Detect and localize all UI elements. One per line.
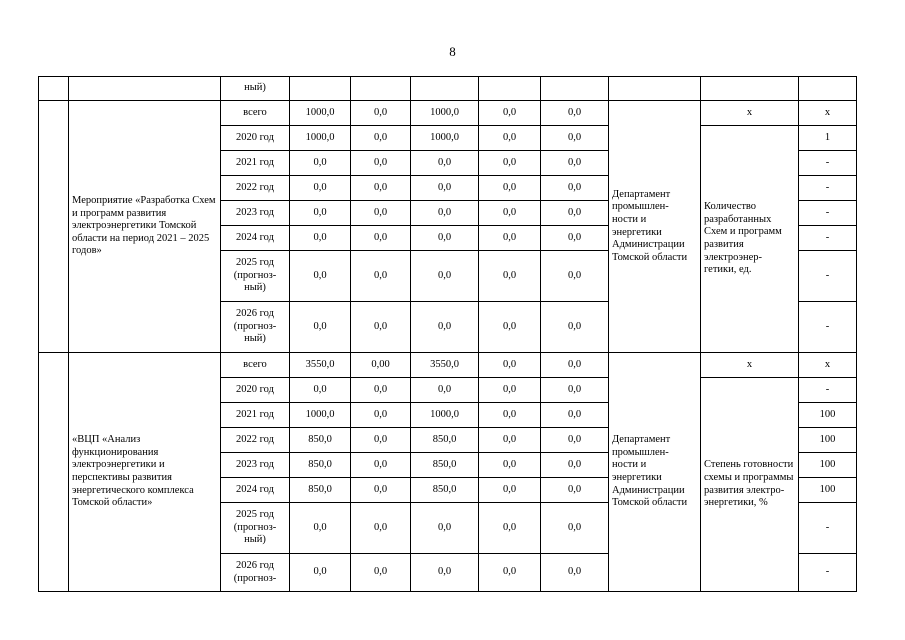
value-cell: 1000,0 xyxy=(411,101,479,126)
value-cell: 1000,0 xyxy=(411,126,479,151)
value-cell: 0,0 xyxy=(541,503,609,554)
value-cell: 0,0 xyxy=(541,302,609,353)
value-cell: 0,0 xyxy=(479,302,541,353)
value-cell: 0,00 xyxy=(351,353,411,378)
budget-table xyxy=(38,76,857,592)
value-cell: 3550,0 xyxy=(290,353,351,378)
value-cell: 0,0 xyxy=(351,378,411,403)
value-cell: 0,0 xyxy=(351,251,411,302)
value-cell: 0,0 xyxy=(411,378,479,403)
value-cell: 0,0 xyxy=(290,503,351,554)
value-cell: 0,0 xyxy=(479,378,541,403)
name-cell xyxy=(69,77,221,101)
indicator-value-cell: - xyxy=(799,302,857,353)
value-cell: 0,0 xyxy=(479,353,541,378)
value-cell: 0,0 xyxy=(479,226,541,251)
value-cell: 0,0 xyxy=(411,151,479,176)
value-cell: 1000,0 xyxy=(411,403,479,428)
value-cell: 0,0 xyxy=(479,503,541,554)
value-cell: 0,0 xyxy=(479,554,541,592)
period-cell: ный) xyxy=(221,77,290,101)
value-cell: 3550,0 xyxy=(411,353,479,378)
period-cell: 2022 год xyxy=(221,428,290,453)
value-cell: 0,0 xyxy=(411,554,479,592)
indicator-value-cell: - xyxy=(799,503,857,554)
indicator-value-cell: - xyxy=(799,251,857,302)
value-cell: 0,0 xyxy=(351,151,411,176)
indicator-value-cell: 1 xyxy=(799,126,857,151)
value-cell: 0,0 xyxy=(290,201,351,226)
number-cell xyxy=(39,101,69,353)
period-cell: 2026 год (прогноз- ный) xyxy=(221,302,290,353)
value-cell: 1000,0 xyxy=(290,126,351,151)
activity-name: «ВЦП «Анализ функционирования электроэнергетики и перспективы развития энергетического комплекса Томской области» xyxy=(69,353,221,592)
value-cell: 0,0 xyxy=(290,378,351,403)
value-cell: 1000,0 xyxy=(290,101,351,126)
indicator-value-cell: - xyxy=(799,378,857,403)
activity-name: Мероприятие «Разработка Схем и программ развития электроэнергетики Томской области на период 2021 – 2025 годов» xyxy=(69,101,221,353)
number-cell xyxy=(39,77,69,101)
period-cell: 2026 год (прогноз- xyxy=(221,554,290,592)
value-cell: 0,0 xyxy=(290,151,351,176)
value-cell: 0,0 xyxy=(351,428,411,453)
indicator-value-cell: - xyxy=(799,201,857,226)
value-cell: 0,0 xyxy=(541,126,609,151)
page-number: 8 xyxy=(449,44,456,59)
indicator-value-cell: х xyxy=(799,101,857,126)
period-cell: 2021 год xyxy=(221,403,290,428)
value-cell: 0,0 xyxy=(541,226,609,251)
value-cell: 850,0 xyxy=(411,428,479,453)
indicator-name-cell: Количество разработанных Схем и программ развития электроэнер- гетики, ед. xyxy=(701,126,799,353)
value-cell: 850,0 xyxy=(290,453,351,478)
period-cell: 2021 год xyxy=(221,151,290,176)
value-cell: 0,0 xyxy=(411,226,479,251)
value-cell xyxy=(411,77,479,101)
value-cell: 0,0 xyxy=(290,251,351,302)
indicator-value-cell: 100 xyxy=(799,478,857,503)
value-cell: 0,0 xyxy=(351,226,411,251)
value-cell: 0,0 xyxy=(479,126,541,151)
value-cell: 0,0 xyxy=(541,554,609,592)
value-cell: 0,0 xyxy=(541,428,609,453)
period-cell: 2020 год xyxy=(221,126,290,151)
value-cell: 0,0 xyxy=(290,226,351,251)
indicator-value-cell: - xyxy=(799,226,857,251)
indicator-name-cell: Степень готовности схемы и программы развития электро- энергетики, % xyxy=(701,378,799,592)
indicator-value-cell xyxy=(799,77,857,101)
value-cell: 0,0 xyxy=(479,478,541,503)
value-cell: 0,0 xyxy=(479,176,541,201)
indicator-name-cell: х xyxy=(701,353,799,378)
value-cell: 0,0 xyxy=(411,201,479,226)
value-cell: 0,0 xyxy=(290,176,351,201)
value-cell: 850,0 xyxy=(290,428,351,453)
value-cell: 0,0 xyxy=(541,101,609,126)
indicator-value-cell: х xyxy=(799,353,857,378)
value-cell: 1000,0 xyxy=(290,403,351,428)
period-cell: 2023 год xyxy=(221,453,290,478)
period-cell: 2025 год (прогноз- ный) xyxy=(221,251,290,302)
value-cell: 0,0 xyxy=(411,251,479,302)
value-cell: 0,0 xyxy=(351,201,411,226)
value-cell: 0,0 xyxy=(541,251,609,302)
value-cell: 0,0 xyxy=(351,403,411,428)
value-cell: 0,0 xyxy=(351,302,411,353)
indicator-name-cell xyxy=(701,77,799,101)
value-cell: 850,0 xyxy=(411,453,479,478)
value-cell xyxy=(479,77,541,101)
value-cell: 0,0 xyxy=(351,126,411,151)
responsible-cell: Департамент промышлен- ности и энергетики Администрации Томской области xyxy=(609,353,701,592)
value-cell: 0,0 xyxy=(411,503,479,554)
period-cell: 2025 год (прогноз- ный) xyxy=(221,503,290,554)
indicator-value-cell: - xyxy=(799,554,857,592)
value-cell: 0,0 xyxy=(541,378,609,403)
value-cell: 0,0 xyxy=(351,101,411,126)
value-cell: 0,0 xyxy=(541,151,609,176)
value-cell: 0,0 xyxy=(479,101,541,126)
value-cell: 850,0 xyxy=(411,478,479,503)
value-cell: 0,0 xyxy=(541,353,609,378)
table-row xyxy=(39,101,857,126)
value-cell: 0,0 xyxy=(541,403,609,428)
period-cell: 2020 год xyxy=(221,378,290,403)
responsible-cell: Департамент промышлен- ности и энергетики Администрации Томской области xyxy=(609,101,701,353)
value-cell: 0,0 xyxy=(351,453,411,478)
value-cell: 0,0 xyxy=(479,201,541,226)
period-cell: 2022 год xyxy=(221,176,290,201)
value-cell: 0,0 xyxy=(351,503,411,554)
value-cell: 0,0 xyxy=(411,176,479,201)
value-cell: 0,0 xyxy=(351,478,411,503)
value-cell xyxy=(351,77,411,101)
value-cell: 0,0 xyxy=(541,478,609,503)
period-cell: 2024 год xyxy=(221,226,290,251)
period-cell: 2024 год xyxy=(221,478,290,503)
responsible-cell xyxy=(609,77,701,101)
value-cell: 0,0 xyxy=(479,428,541,453)
period-cell: 2023 год xyxy=(221,201,290,226)
indicator-value-cell: - xyxy=(799,176,857,201)
value-cell: 0,0 xyxy=(541,453,609,478)
value-cell: 0,0 xyxy=(479,251,541,302)
value-cell: 0,0 xyxy=(479,453,541,478)
period-cell: всего xyxy=(221,101,290,126)
table-row xyxy=(39,353,857,378)
indicator-value-cell: 100 xyxy=(799,428,857,453)
table-row xyxy=(39,77,857,101)
value-cell: 0,0 xyxy=(351,176,411,201)
value-cell xyxy=(290,77,351,101)
value-cell: 0,0 xyxy=(411,302,479,353)
value-cell: 0,0 xyxy=(479,403,541,428)
value-cell: 0,0 xyxy=(351,554,411,592)
value-cell: 0,0 xyxy=(541,201,609,226)
number-cell xyxy=(39,353,69,592)
indicator-name-cell: х xyxy=(701,101,799,126)
value-cell: 0,0 xyxy=(541,176,609,201)
value-cell: 850,0 xyxy=(290,478,351,503)
indicator-value-cell: - xyxy=(799,151,857,176)
value-cell: 0,0 xyxy=(290,554,351,592)
period-cell: всего xyxy=(221,353,290,378)
value-cell: 0,0 xyxy=(479,151,541,176)
indicator-value-cell: 100 xyxy=(799,403,857,428)
indicator-value-cell: 100 xyxy=(799,453,857,478)
value-cell xyxy=(541,77,609,101)
value-cell: 0,0 xyxy=(290,302,351,353)
